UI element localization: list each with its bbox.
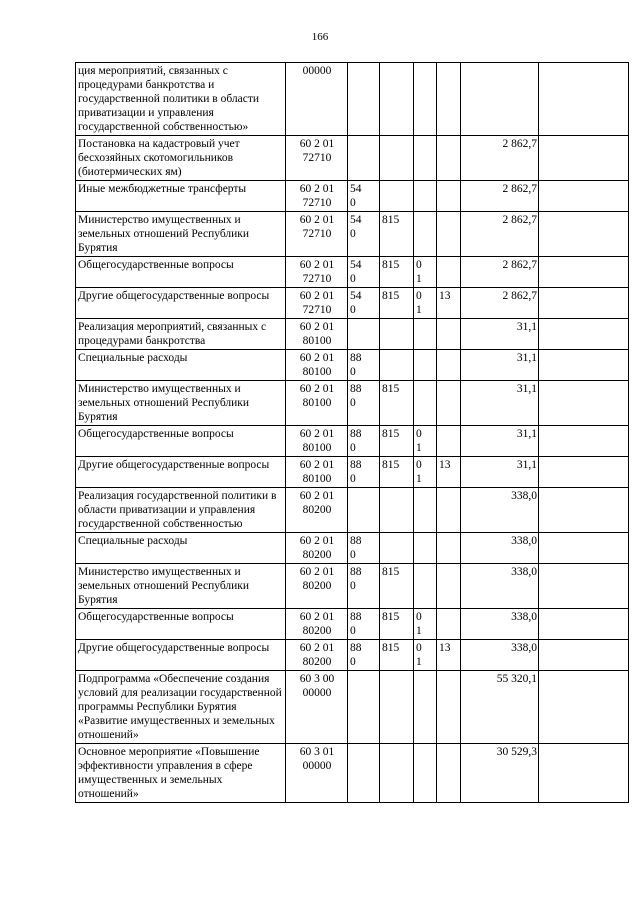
cell-target-code: 60 2 01 72710 [286, 288, 348, 319]
table-row [76, 609, 629, 640]
cell-empty [539, 181, 629, 212]
cell-expense-type [348, 63, 380, 136]
cell-department [380, 319, 414, 350]
table-row [76, 319, 629, 350]
cell-empty [539, 426, 629, 457]
cell-target-code: 00000 [286, 63, 348, 136]
cell-subsection [437, 533, 461, 564]
cell-target-code: 60 2 01 80100 [286, 457, 348, 488]
table-row [76, 671, 629, 744]
cell-amount: 31,1 [461, 381, 539, 426]
cell-subsection [437, 63, 461, 136]
cell-amount: 2 862,7 [461, 181, 539, 212]
cell-expense-type: 88 0 [348, 381, 380, 426]
cell-amount: 31,1 [461, 426, 539, 457]
cell-department [380, 744, 414, 803]
cell-subsection: 13 [437, 457, 461, 488]
cell-section: 0 1 [414, 426, 437, 457]
cell-department [380, 136, 414, 181]
cell-subsection: 13 [437, 288, 461, 319]
cell-amount: 338,0 [461, 564, 539, 609]
table-row [76, 640, 629, 671]
cell-section [414, 212, 437, 257]
cell-name: ция мероприятий, связанных с процедурами банкротства и государственной политики в области приватизации и управления государственной собственностью» [76, 63, 286, 136]
cell-department: 815 [380, 212, 414, 257]
cell-subsection [437, 257, 461, 288]
cell-department: 815 [380, 640, 414, 671]
cell-amount: 30 529,3 [461, 744, 539, 803]
cell-empty [539, 136, 629, 181]
table-row [76, 350, 629, 381]
cell-section [414, 744, 437, 803]
cell-target-code: 60 3 00 00000 [286, 671, 348, 744]
cell-name: Министерство имущественных и земельных отношений Республики Бурятия [76, 381, 286, 426]
cell-expense-type [348, 319, 380, 350]
cell-section [414, 136, 437, 181]
cell-name: Специальные расходы [76, 533, 286, 564]
cell-name: Министерство имущественных и земельных отношений Республики Бурятия [76, 212, 286, 257]
cell-target-code: 60 2 01 72710 [286, 136, 348, 181]
cell-expense-type [348, 136, 380, 181]
cell-expense-type [348, 671, 380, 744]
table-row [76, 426, 629, 457]
cell-target-code: 60 2 01 80200 [286, 640, 348, 671]
cell-subsection [437, 564, 461, 609]
cell-department: 815 [380, 609, 414, 640]
cell-expense-type: 88 0 [348, 609, 380, 640]
cell-expense-type: 54 0 [348, 257, 380, 288]
cell-empty [539, 212, 629, 257]
cell-target-code: 60 2 01 80200 [286, 609, 348, 640]
cell-expense-type [348, 744, 380, 803]
table-row [76, 181, 629, 212]
cell-expense-type: 88 0 [348, 564, 380, 609]
cell-empty [539, 457, 629, 488]
cell-section [414, 564, 437, 609]
cell-expense-type: 88 0 [348, 640, 380, 671]
table-row [76, 533, 629, 564]
cell-target-code: 60 2 01 80100 [286, 381, 348, 426]
cell-section: 0 1 [414, 609, 437, 640]
cell-amount: 338,0 [461, 533, 539, 564]
cell-name: Иные межбюджетные трансферты [76, 181, 286, 212]
cell-section [414, 488, 437, 533]
cell-empty [539, 564, 629, 609]
cell-expense-type: 54 0 [348, 288, 380, 319]
cell-section [414, 319, 437, 350]
cell-department [380, 533, 414, 564]
cell-subsection [437, 609, 461, 640]
table-row [76, 744, 629, 803]
cell-name: Специальные расходы [76, 350, 286, 381]
cell-department: 815 [380, 426, 414, 457]
cell-name: Другие общегосударственные вопросы [76, 640, 286, 671]
cell-name: Общегосударственные вопросы [76, 609, 286, 640]
cell-subsection [437, 212, 461, 257]
cell-empty [539, 319, 629, 350]
cell-target-code: 60 2 01 80100 [286, 350, 348, 381]
page-number: 166 [311, 31, 329, 43]
cell-subsection [437, 671, 461, 744]
cell-section [414, 181, 437, 212]
cell-subsection [437, 350, 461, 381]
table-row [76, 488, 629, 533]
cell-section: 0 1 [414, 257, 437, 288]
cell-section: 0 1 [414, 640, 437, 671]
table-row [76, 136, 629, 181]
cell-expense-type: 88 0 [348, 350, 380, 381]
cell-name: Подпрограмма «Обеспечение создания условий для реализации государственной программы Республики Бурятия «Развитие имущественных и земельных отношений» [76, 671, 286, 744]
table-row [76, 212, 629, 257]
cell-department [380, 671, 414, 744]
cell-name: Основное мероприятие «Повышение эффективности управления в сфере имущественных и земельных отношений» [76, 744, 286, 803]
cell-subsection [437, 181, 461, 212]
table-row [76, 457, 629, 488]
cell-name: Реализация мероприятий, связанных с процедурами банкротства [76, 319, 286, 350]
cell-department [380, 181, 414, 212]
cell-name: Другие общегосударственные вопросы [76, 457, 286, 488]
cell-department [380, 350, 414, 381]
cell-department: 815 [380, 288, 414, 319]
cell-expense-type [348, 488, 380, 533]
budget-table [75, 62, 629, 803]
cell-target-code: 60 2 01 80200 [286, 564, 348, 609]
cell-amount: 31,1 [461, 350, 539, 381]
cell-target-code: 60 2 01 72710 [286, 181, 348, 212]
cell-target-code: 60 2 01 80100 [286, 319, 348, 350]
cell-amount: 2 862,7 [461, 288, 539, 319]
cell-empty [539, 640, 629, 671]
cell-target-code: 60 3 01 00000 [286, 744, 348, 803]
cell-amount: 2 862,7 [461, 257, 539, 288]
cell-empty [539, 350, 629, 381]
cell-section [414, 381, 437, 426]
cell-expense-type: 88 0 [348, 426, 380, 457]
cell-subsection [437, 488, 461, 533]
cell-department: 815 [380, 457, 414, 488]
cell-target-code: 60 2 01 80200 [286, 488, 348, 533]
cell-name: Реализация государственной политики в области приватизации и управления государственной собственностью [76, 488, 286, 533]
cell-amount: 2 862,7 [461, 136, 539, 181]
table-row [76, 288, 629, 319]
cell-expense-type: 88 0 [348, 457, 380, 488]
cell-section [414, 63, 437, 136]
table-row [76, 63, 629, 136]
cell-name: Министерство имущественных и земельных отношений Республики Бурятия [76, 564, 286, 609]
cell-section [414, 671, 437, 744]
table-row [76, 257, 629, 288]
cell-section [414, 350, 437, 381]
table-row [76, 564, 629, 609]
cell-expense-type: 54 0 [348, 181, 380, 212]
cell-target-code: 60 2 01 72710 [286, 212, 348, 257]
cell-amount: 2 862,7 [461, 212, 539, 257]
table-row [76, 381, 629, 426]
cell-name: Постановка на кадастровый учет бесхозяйных скотомогильников (биотермических ям) [76, 136, 286, 181]
cell-department [380, 63, 414, 136]
cell-expense-type: 54 0 [348, 212, 380, 257]
cell-department: 815 [380, 381, 414, 426]
cell-amount: 338,0 [461, 609, 539, 640]
cell-target-code: 60 2 01 72710 [286, 257, 348, 288]
cell-empty [539, 381, 629, 426]
cell-name: Общегосударственные вопросы [76, 257, 286, 288]
cell-subsection [437, 136, 461, 181]
cell-subsection [437, 426, 461, 457]
cell-expense-type: 88 0 [348, 533, 380, 564]
cell-empty [539, 288, 629, 319]
cell-amount: 338,0 [461, 640, 539, 671]
cell-section: 0 1 [414, 457, 437, 488]
cell-subsection [437, 319, 461, 350]
cell-subsection: 13 [437, 640, 461, 671]
cell-empty [539, 63, 629, 136]
cell-empty [539, 257, 629, 288]
cell-amount: 31,1 [461, 457, 539, 488]
cell-amount [461, 63, 539, 136]
cell-subsection [437, 744, 461, 803]
cell-section: 0 1 [414, 288, 437, 319]
cell-empty [539, 533, 629, 564]
cell-department [380, 488, 414, 533]
cell-amount: 338,0 [461, 488, 539, 533]
cell-section [414, 533, 437, 564]
cell-target-code: 60 2 01 80200 [286, 533, 348, 564]
cell-empty [539, 671, 629, 744]
cell-amount: 31,1 [461, 319, 539, 350]
cell-department: 815 [380, 257, 414, 288]
cell-name: Общегосударственные вопросы [76, 426, 286, 457]
cell-amount: 55 320,1 [461, 671, 539, 744]
cell-empty [539, 609, 629, 640]
cell-target-code: 60 2 01 80100 [286, 426, 348, 457]
cell-empty [539, 744, 629, 803]
cell-department: 815 [380, 564, 414, 609]
cell-subsection [437, 381, 461, 426]
cell-name: Другие общегосударственные вопросы [76, 288, 286, 319]
cell-empty [539, 488, 629, 533]
